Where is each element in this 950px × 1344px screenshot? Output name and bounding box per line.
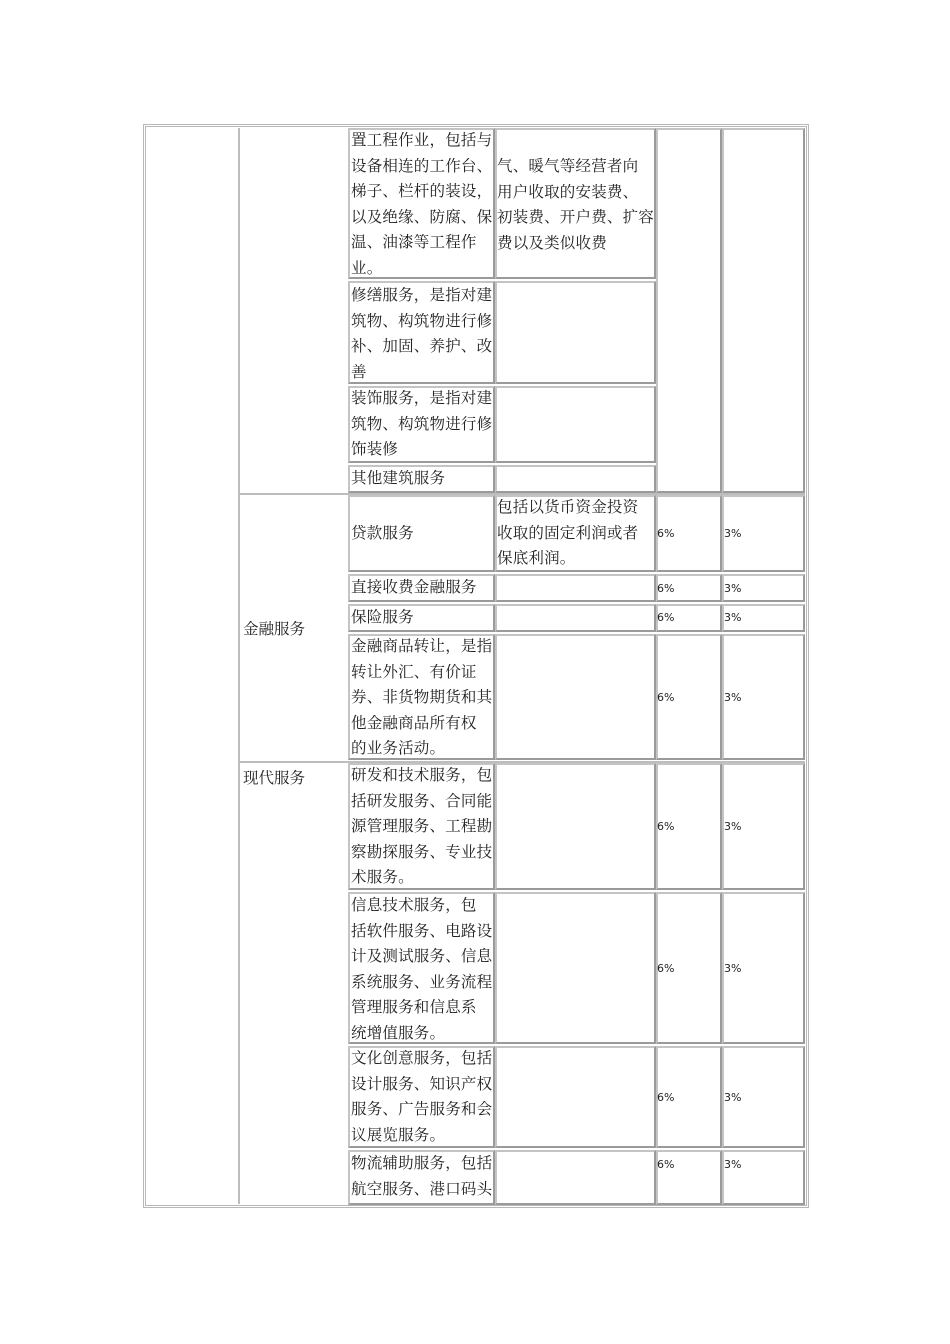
text-line: 统增值服务。: [351, 1023, 446, 1042]
text-line: 筑物、构筑物进行修: [351, 414, 493, 433]
table-cell-transfer-note: [495, 634, 656, 760]
logistics-description: [351, 1151, 492, 1202]
text-line: 饰装修: [351, 440, 399, 459]
text-line: 他金融商品所有权: [351, 713, 477, 732]
financial-transfer-description: [351, 634, 492, 762]
text-line: 术服务。: [351, 868, 414, 887]
finance-category: 金融服务: [243, 620, 306, 638]
text-line: 贷款服务: [351, 524, 414, 542]
text-line: 直接收费金融服务: [351, 578, 477, 596]
text-line: 善: [351, 362, 367, 381]
text-line: 金融商品转让，是指: [351, 637, 493, 655]
table-cell-construction-rate: [656, 128, 722, 493]
text-line: 服务、广告服务和会: [351, 1100, 493, 1119]
text-line: 温、油漆等工程作: [351, 233, 477, 252]
text-line: 保底利润。: [497, 549, 576, 568]
text-line: 设计服务、知识产权: [351, 1074, 493, 1093]
text-line: 费以及类似收费: [497, 233, 607, 252]
text-line: 信息技术服务，包: [351, 896, 477, 914]
install-note: [497, 154, 654, 256]
text-line: 置工程作业，包括与: [351, 131, 493, 149]
table-cell-culture-note: [495, 1046, 656, 1148]
direct-fee-simple-rate: 3%: [724, 582, 742, 595]
text-line: 管理服务和信息系: [351, 998, 477, 1017]
text-line: 梯子、栏杆的装设，: [351, 182, 493, 201]
table-cell-rnd-note: [495, 763, 656, 890]
text-line: 保险服务: [351, 608, 414, 626]
insurance-description: [351, 605, 414, 631]
table-cell-decor-note: [495, 386, 656, 463]
other-construction-description: [351, 466, 445, 492]
text-line: 议展览服务。: [351, 1125, 446, 1144]
repair-description: [351, 283, 492, 385]
text-line: 计及测试服务、信息: [351, 947, 493, 966]
text-line: 初装费、开户费、扩容: [497, 208, 655, 227]
col-divider-1: [238, 128, 240, 1204]
rnd-description: [351, 763, 492, 891]
text-line: 用户收取的安装费、: [497, 182, 639, 201]
text-line: 源管理服务、工程勘: [351, 817, 493, 836]
text-line: 以及绝缘、防腐、保: [351, 207, 493, 226]
insurance-rate: 6%: [657, 611, 675, 624]
loan-description: [351, 521, 414, 547]
table-cell-repair-note: [495, 281, 656, 384]
text-line: 包括以货币资金投资: [497, 498, 639, 516]
table-cell-logistics-note: [495, 1150, 656, 1205]
text-line: 括研发服务、合同能: [351, 791, 493, 810]
loan-note: [497, 495, 638, 572]
text-line: 券、非货物期货和其: [351, 688, 493, 707]
direct-fee-rate: 6%: [657, 582, 675, 595]
it-rate: 6%: [657, 962, 675, 975]
install-description: [351, 128, 492, 282]
rnd-simple-rate: 3%: [724, 820, 742, 833]
table-cell-insurance-note: [495, 604, 656, 632]
text-line: 括软件服务、电路设: [351, 921, 493, 940]
text-line: 物流辅助服务，包括: [351, 1154, 493, 1172]
it-description: [351, 893, 492, 1047]
table-cell-construction-simple: [722, 128, 805, 493]
modern-category: 现代服务: [243, 769, 306, 787]
text-line: 业。: [351, 258, 383, 277]
table-cell-direct-note: [495, 574, 656, 602]
culture-rate: 6%: [657, 1091, 675, 1104]
text-line: 气、暖气等经营者向: [497, 157, 639, 175]
text-line: 研发和技术服务，包: [351, 766, 493, 784]
culture-simple-rate: 3%: [724, 1091, 742, 1104]
table-cell-other-note: [495, 465, 656, 493]
insurance-simple-rate: 3%: [724, 611, 742, 624]
text-line: 收取的固定利润或者: [497, 523, 639, 542]
text-line: 航空服务、港口码头: [351, 1179, 493, 1198]
it-simple-rate: 3%: [724, 962, 742, 975]
text-line: 转让外汇、有价证: [351, 662, 477, 681]
financial-transfer-rate: 6%: [657, 691, 675, 704]
decoration-description: [351, 386, 492, 463]
text-line: 其他建筑服务: [351, 469, 446, 487]
financial-transfer-simple-rate: 3%: [724, 691, 742, 704]
culture-description: [351, 1046, 492, 1148]
loan-rate: 6%: [657, 527, 675, 540]
text-line: 文化创意服务，包括: [351, 1049, 493, 1067]
rnd-rate: 6%: [657, 820, 675, 833]
text-line: 系统服务、业务流程: [351, 972, 493, 991]
text-line: 察勘探服务、专业技: [351, 842, 493, 861]
text-line: 修缮服务，是指对建: [351, 286, 493, 304]
text-line: 补、加固、养护、改: [351, 337, 493, 356]
text-line: 装饰服务，是指对建: [351, 389, 493, 407]
direct-fee-description: [351, 575, 477, 601]
table-cell-it-note: [495, 892, 656, 1044]
text-line: 筑物、构筑物进行修: [351, 311, 493, 330]
logistics-rate: 6%: [657, 1158, 675, 1171]
text-line: 设备相连的工作台、: [351, 156, 493, 175]
logistics-simple-rate: 3%: [724, 1158, 742, 1171]
loan-simple-rate: 3%: [724, 527, 742, 540]
text-line: 的业务活动。: [351, 739, 446, 758]
